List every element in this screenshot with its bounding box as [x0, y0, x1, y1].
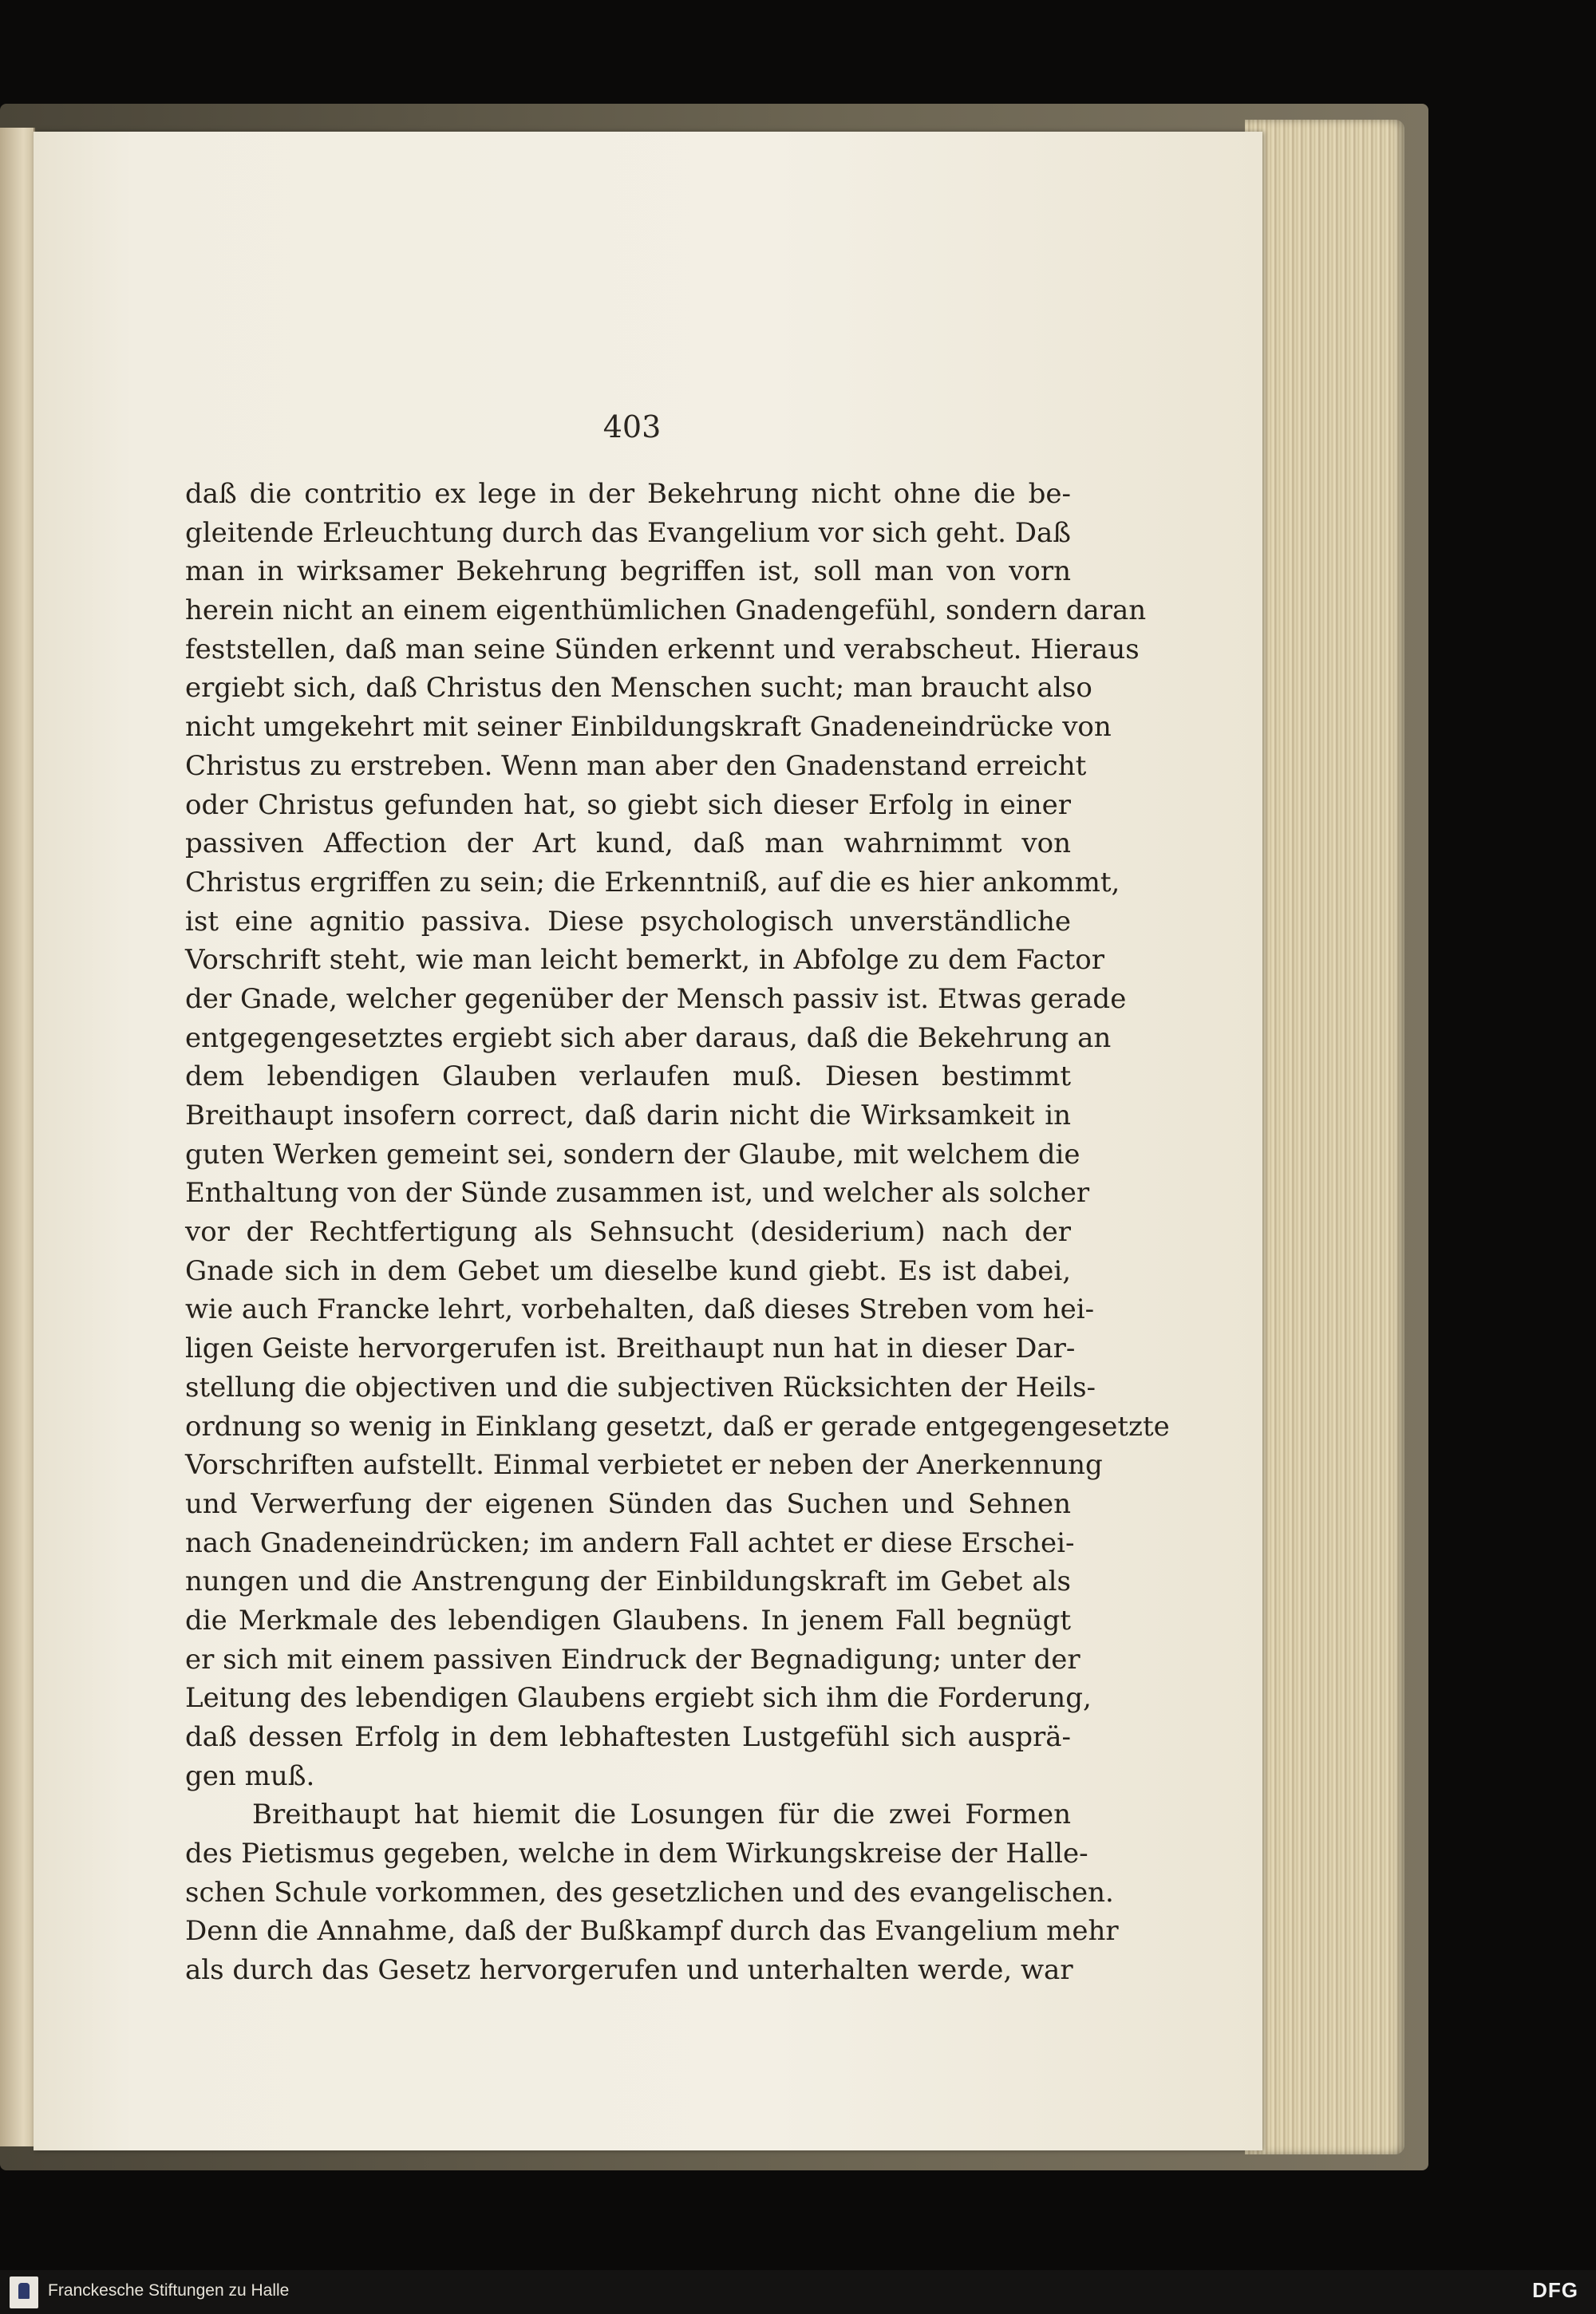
text-line: der Gnade, welcher gegenüber der Mensch passiv ist. Etwas gerade: [185, 982, 1127, 1015]
text-block: [185, 475, 1170, 1990]
paragraph-start-line: Breithaupt hat hiemit die Losungen für die zwei Formen: [252, 1799, 1071, 1831]
text-line: Denn die Annahme, daß der Bußkampf durch das Evangelium mehr: [185, 1915, 1119, 1948]
text-line: herein nicht an einem eigenthümlichen Gnadengefühl, sondern daran: [185, 594, 1147, 627]
text-line: ligen Geiste hervorgerufen ist. Breithaupt nun hat in dieser Dar-: [185, 1333, 1076, 1365]
text-line: stellung die objectiven und die subjectiven Rücksichten der Heils-: [185, 1371, 1096, 1404]
text-line: passiven Affection der Art kund, daß man wahrnimmt von: [185, 827, 1071, 860]
viewer-footer: [0, 2270, 1596, 2314]
text-line: er sich mit einem passiven Eindruck der Begnadigung; unter der: [185, 1643, 1080, 1676]
text-line: nach Gnadeneindrücken; im andern Fall achtet er diese Erschei-: [185, 1526, 1075, 1559]
text-line: guten Werken gemeint sei, sondern der Glaube, mit welchem die: [185, 1138, 1080, 1171]
text-line: entgegengesetztes ergiebt sich aber daraus, daß die Bekehrung an: [185, 1021, 1112, 1054]
institution-name: Franckesche Stiftungen zu Halle: [48, 2281, 290, 2300]
text-line: oder Christus gefunden hat, so giebt sich dieser Erfolg in einer: [185, 788, 1071, 821]
text-line: Enthaltung von der Sünde zusammen ist, und welcher als solcher: [185, 1177, 1090, 1210]
text-line: des Pietismus gegeben, welche in dem Wirkungskreise der Halle-: [185, 1838, 1088, 1870]
left-page-edge: [0, 128, 35, 2146]
text-line: ist eine agnitio passiva. Diese psychologisch unverständliche: [185, 905, 1071, 938]
paragraph-end-line: gen muß.: [185, 1759, 315, 1792]
text-line: die Merkmale des lebendigen Glaubens. In jenem Fall begnügt: [185, 1604, 1071, 1637]
text-line: man in wirksamer Bekehrung begriffen ist, soll man von vorn: [185, 555, 1071, 588]
text-line: Christus zu erstreben. Wenn man aber den Gnadenstand erreicht: [185, 749, 1087, 782]
text-line: als durch das Gesetz hervorgerufen und unterhalten werde, war: [185, 1954, 1073, 1987]
text-line: wie auch Francke lehrt, vorbehalten, daß dieses Streben vom hei-: [185, 1293, 1095, 1326]
text-line: Gnade sich in dem Gebet um dieselbe kund giebt. Es ist dabei,: [185, 1254, 1071, 1287]
text-line: gleitende Erleuchtung durch das Evangelium vor sich geht. Daß: [185, 516, 1071, 549]
text-line: Vorschrift steht, wie man leicht bemerkt, in Abfolge zu dem Factor: [185, 944, 1104, 977]
text-line: dem lebendigen Glauben verlaufen muß. Diesen bestimmt: [185, 1060, 1071, 1093]
text-line: Christus ergriffen zu sein; die Erkenntniß, auf die es hier ankommt,: [185, 866, 1120, 898]
dfg-logo: DFG: [1532, 2278, 1578, 2302]
text-line: schen Schule vorkommen, des gesetzlichen und des evangelischen.: [185, 1876, 1114, 1909]
book-page: [34, 132, 1262, 2150]
text-line: ordnung so wenig in Einklang gesetzt, daß er gerade entgegengesetzte: [185, 1410, 1170, 1443]
text-line: feststellen, daß man seine Sünden erkennt und verabscheut. Hieraus: [185, 633, 1140, 665]
text-line: daß dessen Erfolg in dem lebhaftesten Lustgefühl sich ausprä-: [185, 1721, 1071, 1753]
text-line: daß die contritio ex lege in der Bekehrung nicht ohne die be-: [185, 478, 1071, 510]
text-line: Leitung des lebendigen Glaubens ergiebt sich ihm die Forderung,: [185, 1682, 1092, 1715]
text-line: Breithaupt insofern correct, daß darin nicht die Wirksamkeit in: [185, 1100, 1071, 1131]
text-line: nungen und die Anstrengung der Einbildungskraft im Gebet als: [185, 1566, 1071, 1598]
page-stack-edge: [1245, 120, 1404, 2154]
text-line: vor der Rechtfertigung als Sehnsucht (desiderium) nach der: [185, 1216, 1071, 1249]
institution-logo-icon: [10, 2276, 38, 2308]
text-line: Vorschriften aufstellt. Einmal verbietet er neben der Anerkennung: [185, 1449, 1103, 1482]
text-line: nicht umgekehrt mit seiner Einbildungskraft Gnadeneindrücke von: [185, 711, 1112, 744]
text-line: ergiebt sich, daß Christus den Menschen sucht; man braucht also: [185, 672, 1092, 705]
page-number: 403: [602, 409, 662, 444]
text-line: und Verwerfung der eigenen Sünden das Suchen und Sehnen: [185, 1487, 1071, 1520]
